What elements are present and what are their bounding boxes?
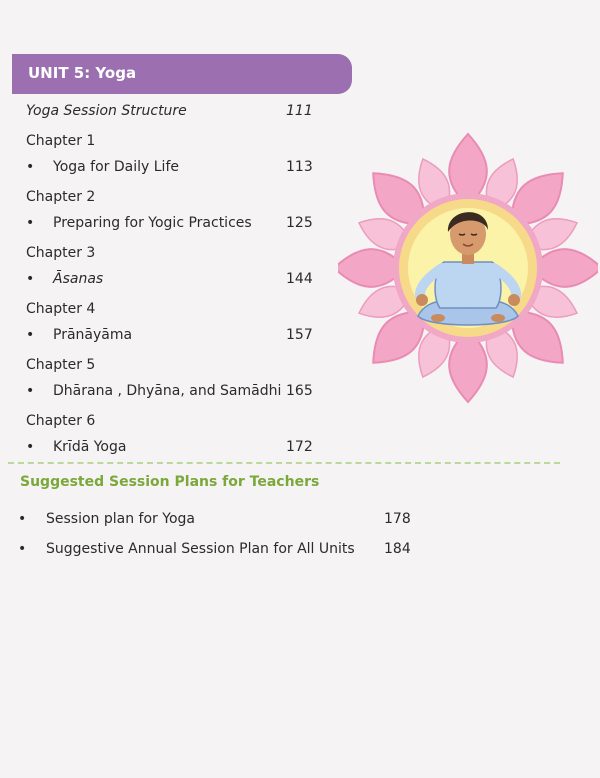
suggested-list [18,504,418,564]
bullet: • [26,439,35,455]
toc-label: Yoga Session Structure [26,103,187,119]
toc-label: Krīdā Yoga [53,439,127,455]
table-of-contents [26,98,326,460]
toc-label: Preparing for Yogic Practices [53,215,252,231]
bullet: • [26,215,35,231]
bullet: • [26,327,35,343]
toc-page-number: 111 [286,103,313,119]
chapter-heading: Chapter 5 [26,357,96,373]
toc-page-number: 144 [286,271,313,287]
suggested-label: Suggestive Annual Session Plan for All Units [46,541,355,557]
toc-row-chapter-3[interactable] [26,266,326,292]
bullet: • [26,383,35,399]
chapter-heading: Chapter 3 [26,245,96,261]
suggested-page-number: 178 [384,511,411,527]
toc-row-chapter-1[interactable] [26,154,326,180]
toc-page-number: 172 [286,439,313,455]
toc-row-chapter-5[interactable] [26,378,326,404]
toc-label: Āsanas [53,271,104,287]
meditating-boy-lotus-icon [338,130,598,405]
section-divider [8,462,560,464]
toc-label: Yoga for Daily Life [53,159,179,175]
bullet: • [26,159,35,175]
toc-label: Dhārana , Dhyāna, and Samādhi [53,383,282,399]
suggested-item-annual-plan[interactable] [18,534,418,564]
toc-row-chapter-6[interactable] [26,434,326,460]
toc-row-session-structure[interactable] [26,98,326,124]
bullet: • [18,511,27,527]
chapter-heading: Chapter 6 [26,413,96,429]
suggested-item-session-plan[interactable] [18,504,418,534]
suggested-label: Session plan for Yoga [46,511,195,527]
toc-label: Prānāyāma [53,327,133,343]
unit-title: UNIT 5: Yoga [28,64,137,82]
toc-page-number: 157 [286,327,313,343]
bullet: • [18,541,27,557]
toc-row-chapter-4[interactable] [26,322,326,348]
toc-row-chapter-2[interactable] [26,210,326,236]
toc-page-number: 165 [286,383,313,399]
unit-banner [12,54,352,94]
toc-page-number: 113 [286,159,313,175]
suggested-heading: Suggested Session Plans for Teachers [20,474,320,490]
chapter-heading: Chapter 2 [26,189,96,205]
chapter-heading: Chapter 4 [26,301,96,317]
bullet: • [26,271,35,287]
chapter-heading: Chapter 1 [26,133,96,149]
suggested-page-number: 184 [384,541,411,557]
toc-page-number: 125 [286,215,313,231]
